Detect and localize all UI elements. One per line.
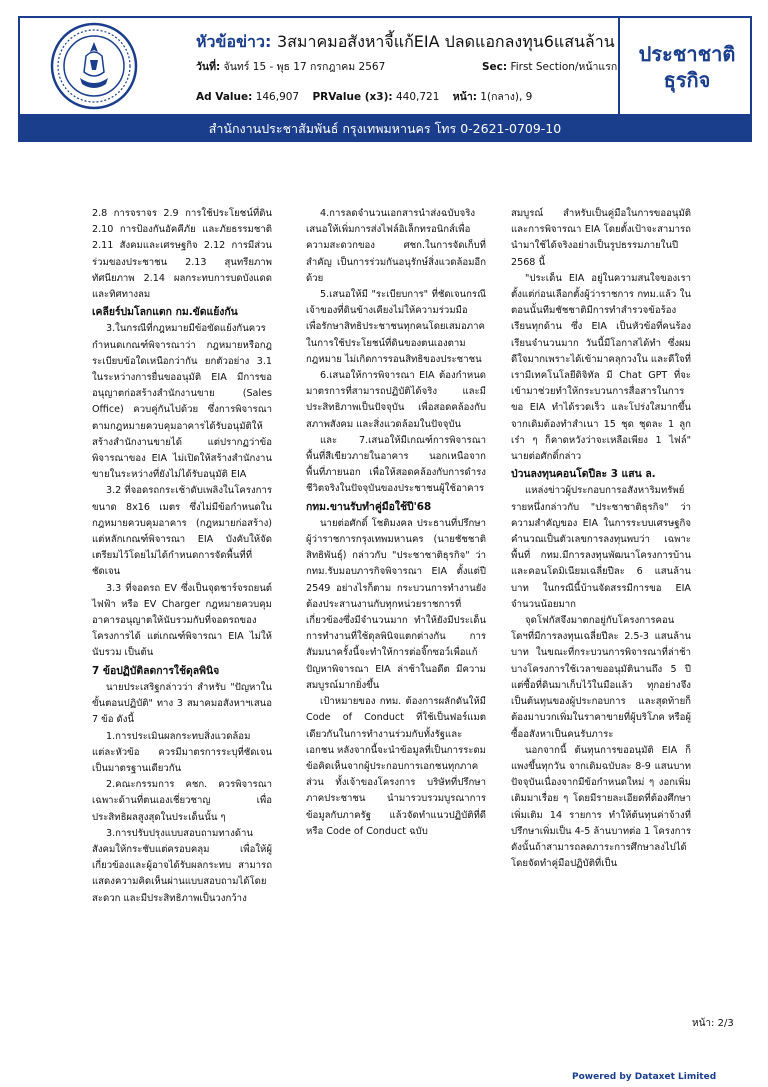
bangkok-seal-icon bbox=[50, 22, 138, 110]
paragraph: 6.เสนอให้การพิจารณา EIA ต้องกำหนดมาตรการที่สามารถปฏิบัติได้จริง และมีประสิทธิภาพเป็นปัจจุบัน เพื่อสอดคล้องกับสภาพสังคม และสิ่งแวดล้อมในปัจจุบัน bbox=[306, 370, 486, 430]
article-column-1 bbox=[92, 206, 272, 907]
paragraph: 3.2 ที่จอดรถกระเช้าดับเพลิงในโครงการ ขนาด 8x16 เมตร ซึ่งไม่มีข้อกำหนดในกฎหมายควบคุมอาคาร (กฎหมายก่อสร้าง) แต่หลักเกณฑ์พิจารณา EIA บังคับให้จัดเตรียมไว้โดยไม่ได้กำหนดการจัดพื้นที่ที่ชัดเจน bbox=[92, 485, 272, 578]
subheading: 7 ข้อปฏิบัติลดการใช้ดุลพินิจ bbox=[92, 664, 220, 677]
paragraph: 2.8 การจราจร 2.9 การใช้ประโยชน์ที่ดิน 2.10 การป้องกันอัคคีภัย และภัยธรรมชาติ 2.11 สังคมและเศรษฐกิจ 2.12 การมีส่วนร่วมของประชาชน 2.13 สุนทรียภาพ ทัศนียภาพ 2.14 ผลกระทบการบดบังแดดและทิศทางลม bbox=[92, 208, 272, 301]
subheading: กทม.ขานรับทำคู่มือใช้ปี'68 bbox=[306, 500, 432, 513]
publication-name: ประชาชาติ ธุรกิจ bbox=[618, 18, 754, 116]
paragraph: 4.การลดจำนวนเอกสารนำส่งฉบับจริง เสนอให้เพิ่มการส่งไฟล์อิเล็กทรอนิกส์เพื่อความสะดวกของ ศชก.ในการจัดเก็บที่สำคัญ เป็นการร่วมกันอนุรักษ์สิ่งแวดล้อมอีกด้วย bbox=[306, 208, 486, 284]
paragraph: จุดโฟกัสจึงมาตกอยู่กับโครงการคอนโดฯที่มีการลงทุนเฉลี่ยปีละ 2.5-3 แสนล้านบาท ในขณะที่กระบวนการพิจารณาที่ล่าช้า บางโครงการใช้เวลาขออนุมัตินานถึง 5 ปี แต่ซื้อที่ดินมาเก็บไว้ในมือแล้ว ทุกอย่างจึงเป็นต้นทุนของผู้ประกอบการ และสุดท้ายก็ต้องมาบวกเพิ่มในราคาขายที่ผู้บริโภค หรือผู้ซื้ออสังหาเป็นคนรับภาระ bbox=[511, 615, 691, 740]
paragraph: นายต่อศักดิ์ โชติมงคล ประธานที่ปรึกษาผู้ว่าราชการกรุงเทพมหานคร (นายชัชชาติ สิทธิพันธุ์) กล่าวกับ "ประชาชาติธุรกิจ" ว่า กทม.รับมอบภารกิจพิจารณา EIA ตั้งแต่ปี 2549 อย่างไรก็ตาม กระบวนการทำงานยังต้องประสานงานกับทุกหน่วยราชการที่เกี่ยวข้องซึ่งมีจำนวนมาก ทำให้ยังมีประเด็นการทำงานที่ใช้ดุลพินิจแตกต่างกัน การสัมมนาครั้งนี้จะทำให้การต่อจิ๊กซอว์เพื่อแก้ปัญหาพิจารณา EIA ล่าช้าในอดีต มีความสมบูรณ์มากยิ่งขึ้น bbox=[306, 517, 486, 691]
paragraph: 2.คณะกรรมการ คชก. ควรพิจารณาเฉพาะด้านที่ตนเองเชี่ยวชาญ เพื่อประสิทธิผลสูงสุดในประเด็นนั้น ๆ bbox=[92, 779, 272, 823]
paragraph: 3.3 ที่จอดรถ EV ซึ่งเป็นจุดชาร์จรถยนต์ไฟฟ้า หรือ EV Charger กฎหมายควบคุมอาคารอนุญาตให้นับรวมกับที่จอดรถของโครงการได้ แต่เกณฑ์พิจารณา EIA ไม่ให้นับรวม เป็นต้น bbox=[92, 582, 272, 659]
paragraph: นายประเสริฐกล่าวว่า สำหรับ "ปัญหาในขั้นตอนปฏิบัติ" ทาง 3 สมาคมอสังหาฯเสนอ 7 ข้อ ดังนี้ bbox=[92, 681, 272, 726]
clipping-info bbox=[180, 18, 620, 116]
value-line: Ad Value: 146,907 PRValue (x3): 440,721 หน้า: 1(กลาง), 9 bbox=[196, 91, 533, 103]
paragraph: 5.เสนอให้มี "ระเบียบการ" ที่ชัดเจนกรณีเจ้าของที่ดินข้างเคียงไม่ให้ความร่วมมือ เพื่อรักษาสิทธิประชาชนทุกคนโดยเสมอภาค ในการใช้ประโยชน์ที่ดินของตนเองตามกฎหมาย ไม่เกิดการรอนสิทธิของประชาชน bbox=[306, 289, 486, 365]
paragraph: 3.ในกรณีที่กฎหมายมีข้อขัดแย้งกันควรกำหนดเกณฑ์พิจารณาว่า กฎหมายหรือกฎระเบียบข้อใดเหนือกว่ากัน ยกตัวอย่าง 3.1 ในระหว่างการยื่นขออนุมัติ EIA มีการขออนุญาตก่อสร้างสำนักงานขาย (Sales Office) ควบคู่กันไปด้วย ซึ่งการพิจารณาตามกฎหมายควบคุมอาคารได้รับอนุมัติให้สร้างสำนักงานขายได้ แต่ปรากฏว่าข้อพิจารณาของ EIA ไม่เปิดให้สร้างสำนักงานขายในระหว่างที่ยังไม่ได้รับอนุมัติ EIA bbox=[92, 323, 272, 481]
subheading: ป่วนลงทุนคอนโดปีละ 3 แสน ล. bbox=[511, 468, 656, 481]
article-column-3 bbox=[511, 206, 691, 872]
paragraph: "ประเด็น EIA อยู่ในความสนใจของเราตั้งแต่ก่อนเลือกตั้งผู้ว่าราชการ กทม.แล้ว ในตอนนั้นทีมชัชชาติมีการทำสำรวจข้อร้องเรียนทุกด้าน ซึ่ง EIA เป็นหัวข้อที่คนร้องเรียนจำนวนมาก วันนี้มีโอกาสได้ทำ ซึ่งผมดีใจมากเพราะได้เข้ามาคลุกวงใน และดีใจที่เรามีเทคโนโลยีดิจิทัล มี Chat GPT ที่จะเข้ามาช่วยทำให้กระบวนการสื่อสารในการขอ EIA ทำได้รวดเร็ว และโปร่งใสมากขึ้น จากเดิมต้องทำสำเนา 15 ชุด ชุดละ 1 ลูกเร๋า ๆ ก็คาดหวังว่าจะเหลือเพียง 1 ไฟล์" นายต่อศักดิ์กล่าว bbox=[511, 272, 691, 463]
footer-credit: Powered by Dataxet Limited bbox=[572, 1072, 717, 1082]
paragraph: แหล่งข่าวผู้ประกอบการอสังหาริมทรัพย์รายหนึ่งกล่าวกับ "ประชาชาติธุรกิจ" ว่า ความสำคัญของ EIA ในการระบบเศรษฐกิจ คำนวณเป็นตัวเลขการลงทุนพบว่า เฉพาะพื้นที่ กทม.มีการลงทุนพัฒนาโครงการบ้านและคอนโดมิเนียมเฉลี่ยปีละ 6 แสนล้านบาท ในกรณีนี้บ้านจัดสรรมีการขอ EIA จำนวนน้อยมาก bbox=[511, 485, 691, 610]
paragraph: และ 7.เสนอให้มีเกณฑ์การพิจารณาพื้นที่สีเขียวภายในอาคาร นอกเหนือจากพื้นที่ภายนอก เพื่อให้สอดคล้องกับการดำรงชีวิตจริงในปัจจุบันของประชาชนผู้ใช้อาคาร bbox=[306, 434, 486, 495]
date-line: วันที่: จันทร์ 15 - พุธ 17 กรกฎาคม 2567 bbox=[196, 61, 386, 73]
clipping-header bbox=[18, 16, 752, 116]
paragraph: สมบูรณ์ สำหรับเป็นคู่มือในการขออนุมัติและการพิจารณา EIA โดยตั้งเป้าจะสามารถนำมาใช้ได้จริงอย่างเป็นรูปธรรมภายในปี 2568 นี้ bbox=[511, 208, 691, 268]
page-number: หน้า: 2/3 bbox=[692, 1018, 734, 1029]
article-column-2 bbox=[306, 206, 486, 840]
subheading: เคลียร์ปมโลกแตก กม.ขัดแย้งกัน bbox=[92, 306, 238, 319]
headline: หัวข้อข่าว: 3สมาคมอสังหาจี้แก้EIA ปลดแอกลงทุน6แสนล้าน bbox=[196, 32, 615, 51]
paragraph: นอกจากนี้ ต้นทุนการขออนุมัติ EIA ก็แพงขึ้นทุกวัน จากเดิมฉบับละ 8-9 แสนบาท ปัจจุบันเนื่องจากมีข้อกำหนดใหม่ ๆ งอกเพิ่มเติมมาเรื่อย ๆ โดยมีรายละเอียดที่ต้องศึกษาเพิ่มเติม 14 รายการ ทำให้ต้นทุนค่าจ้างที่ปรึกษาเพิ่มเป็น 4-5 ล้านบาทต่อ 1 โครงการ ดังนั้นถ้าสามารถลดภาระการศึกษาลงไปได้ โดยจัดทำคู่มือปฏิบัติที่เป็น bbox=[511, 744, 691, 870]
paragraph: 1.การประเมินผลกระทบสิ่งแวดล้อมแต่ละหัวข้อ ควรมีมาตรการระบุที่ชัดเจนเป็นมาตรฐานเดียวกัน bbox=[92, 730, 272, 774]
paragraph: 3.การปรับปรุงแบบสอบถามทางด้านสังคมให้กระชับแต่ครอบคลุม เพื่อให้ผู้เกี่ยวข้องและผู้อาจได้รับผลกระทบ สามารถแสดงความคิดเห็นผ่านแบบสอบถามได้โดยสะดวก และมีประสิทธิภาพเป็นวงกว้าง bbox=[92, 827, 272, 904]
section-line: Sec: First Section/หน้าแรก bbox=[482, 61, 618, 73]
agency-band: สำนักงานประชาสัมพันธ์ กรุงเทพมหานคร โทร 0-2621-0709-10 bbox=[18, 116, 752, 142]
paragraph: เป้าหมายของ กทม. ต้องการผลักดันให้มี Code of Conduct ที่ใช้เป็นฟอร์แมตเดียวกันในการทำงานร่วมกับทั้งรัฐและเอกชน หลังจากนี้จะนำข้อมูลที่เป็นการระดมข้อคิดเห็นจากผู้ประกอบการเอกชนทุกภาคส่วน ทั้งเจ้าของโครงการ บริษัทที่ปรึกษา ภาคประชาชน นำมารวบรวมบูรณาการข้อมูลกับภาครัฐ แล้วจัดทำแนวปฏิบัติที่ดี หรือ Code of Conduct ฉบับ bbox=[306, 696, 486, 837]
